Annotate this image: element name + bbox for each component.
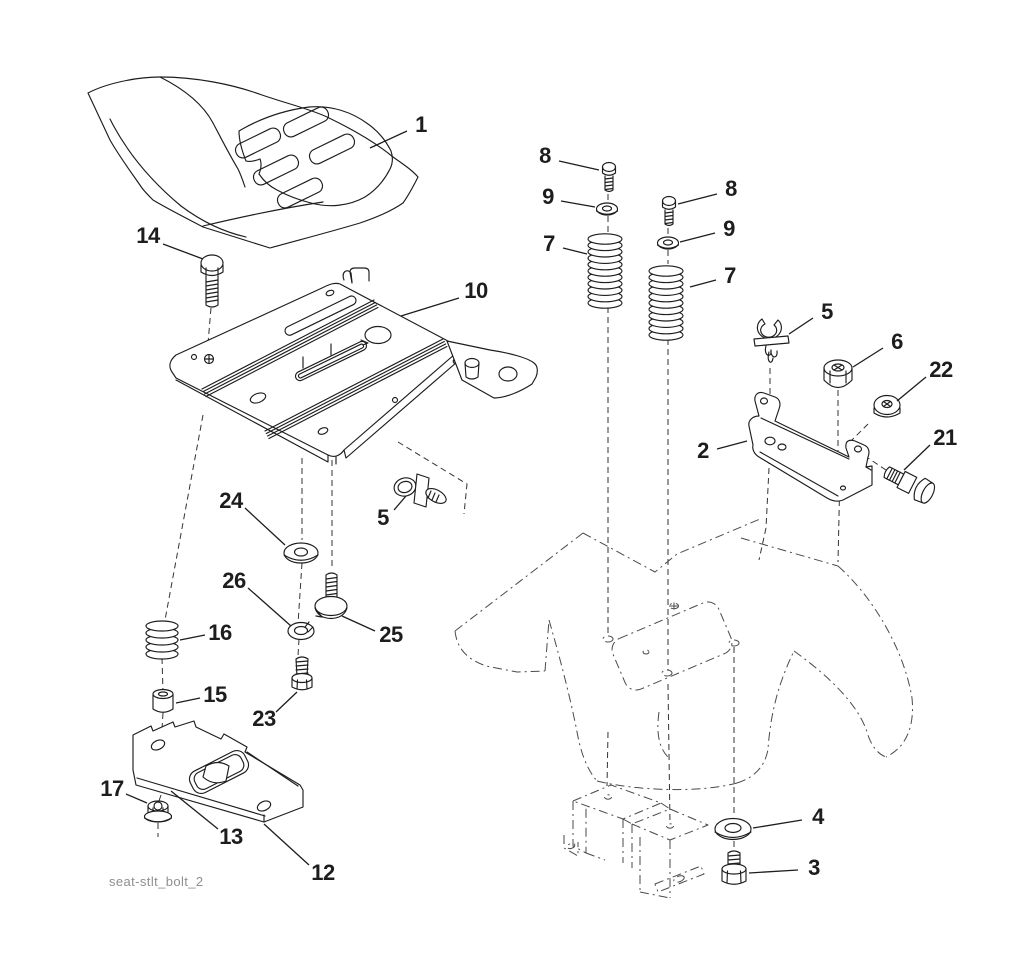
callout-8: 8 bbox=[725, 176, 737, 201]
callout-8: 8 bbox=[539, 143, 551, 168]
callout-25: 25 bbox=[379, 622, 403, 647]
leader-line-26 bbox=[248, 588, 291, 626]
leader-line-17 bbox=[126, 794, 147, 803]
leader-line-16 bbox=[180, 635, 205, 640]
flange-nut-22 bbox=[874, 396, 900, 418]
spacer-15 bbox=[153, 690, 173, 713]
callout-13: 13 bbox=[219, 824, 243, 849]
spring-7-left bbox=[588, 234, 622, 308]
callout-17: 17 bbox=[100, 776, 124, 801]
leader-line-23 bbox=[276, 692, 297, 712]
retainer-clip-5-upper bbox=[754, 319, 789, 362]
leader-line-14 bbox=[163, 244, 203, 259]
lock-nut-6 bbox=[824, 360, 852, 388]
carriage-bolt-14 bbox=[201, 255, 223, 307]
hex-bolt-3 bbox=[722, 851, 746, 884]
flange-nut-17 bbox=[145, 801, 172, 822]
chassis-bracket-phantom bbox=[564, 785, 708, 898]
leader-line-9 bbox=[680, 233, 715, 242]
callout-10: 10 bbox=[464, 278, 488, 303]
leader-line-8 bbox=[559, 161, 599, 170]
assembly-centerlines bbox=[158, 194, 886, 850]
leader-line-3 bbox=[749, 870, 798, 873]
spring-7-right bbox=[649, 266, 683, 340]
callout-2: 2 bbox=[697, 438, 709, 463]
washer-9-left bbox=[597, 203, 618, 215]
callout-5: 5 bbox=[377, 505, 389, 530]
leader-line-12 bbox=[264, 824, 309, 865]
callout-1: 1 bbox=[415, 112, 427, 137]
callout-9: 9 bbox=[723, 216, 735, 241]
leader-line-9 bbox=[561, 201, 595, 207]
hex-bolt-23 bbox=[292, 657, 312, 690]
callout-4: 4 bbox=[812, 804, 824, 829]
callout-5: 5 bbox=[821, 299, 833, 324]
leader-line-24 bbox=[245, 508, 285, 545]
callout-26: 26 bbox=[222, 568, 246, 593]
callout-14: 14 bbox=[136, 223, 160, 248]
callout-12: 12 bbox=[311, 860, 335, 885]
leader-line-4 bbox=[753, 820, 802, 828]
leader-line-7 bbox=[690, 280, 716, 287]
shoulder-screw-8-left bbox=[603, 163, 616, 192]
callout-3: 3 bbox=[808, 855, 820, 880]
leader-line-8 bbox=[678, 194, 717, 204]
callout-22: 22 bbox=[929, 357, 953, 382]
shoulder-screw-8-right bbox=[663, 197, 676, 226]
fender-phantom-outline bbox=[455, 519, 913, 790]
callout-7: 7 bbox=[724, 263, 736, 288]
callout-23: 23 bbox=[252, 706, 276, 731]
callout-6: 6 bbox=[891, 329, 903, 354]
seat-bracket-2 bbox=[749, 392, 872, 501]
callout-21: 21 bbox=[933, 425, 957, 450]
shoulder-bolt-21 bbox=[880, 461, 938, 506]
callout-24: 24 bbox=[219, 488, 243, 513]
lock-washer-26 bbox=[288, 622, 314, 640]
leader-line-25 bbox=[342, 616, 375, 631]
callout-9: 9 bbox=[542, 184, 554, 209]
callout-7: 7 bbox=[543, 231, 555, 256]
spring-16 bbox=[146, 621, 178, 659]
leader-line-5 bbox=[789, 318, 813, 334]
callout-15: 15 bbox=[203, 682, 227, 707]
leader-line-2 bbox=[717, 441, 747, 449]
leader-line-10 bbox=[401, 298, 459, 316]
leader-line-7 bbox=[563, 248, 587, 254]
flat-washer-4 bbox=[715, 819, 751, 840]
washer-9-right bbox=[658, 237, 679, 249]
leader-line-5 bbox=[394, 496, 406, 510]
shoulder-screw-25 bbox=[315, 573, 347, 619]
leader-line-22 bbox=[897, 377, 926, 401]
leader-line-15 bbox=[176, 698, 200, 703]
leader-line-21 bbox=[904, 445, 930, 470]
callout-16: 16 bbox=[208, 620, 232, 645]
flat-washer-24 bbox=[284, 543, 318, 563]
leader-line-6 bbox=[853, 348, 883, 367]
figure-caption: seat-stlt_bolt_2 bbox=[109, 874, 204, 889]
